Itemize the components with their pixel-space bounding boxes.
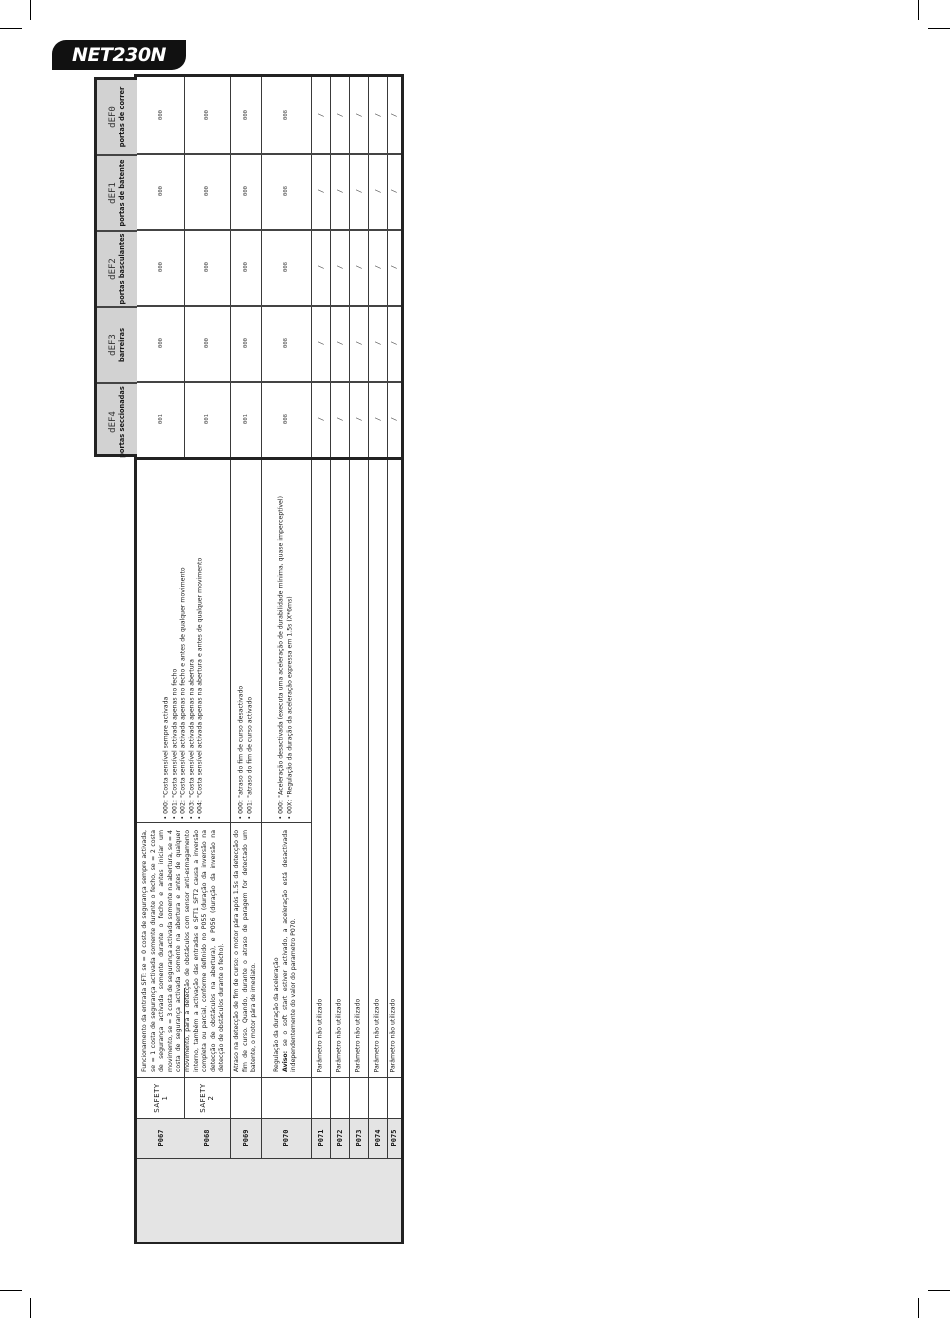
def-header-column [94,77,137,457]
def-header-inner [108,233,126,305]
param-name-box [137,1077,184,1118]
description [316,465,325,1072]
default-value-box [184,305,230,381]
empty-value-box [311,305,330,381]
default-value: 000 [157,110,164,120]
description-box [230,825,261,1077]
param-code: P074 [373,1129,382,1147]
empty-value-box [349,77,368,153]
description [373,465,382,1072]
empty-value-box [387,381,401,457]
description-box [387,460,401,1077]
default-value: 000 [157,262,164,272]
empty-value-box [330,77,349,153]
empty-value: / [354,340,363,346]
options-list [162,466,205,819]
default-value: 000 [157,338,164,348]
option-item: • 002: °Costa sensível activada apenas no fecho e antes de qualquer movimento [179,566,187,819]
empty-value-box [368,229,387,305]
description-text: se o soft start estiver activado, a aceleração está desactivada independentemente do valor do parametro P070. [281,830,298,1072]
option-item: • 001: °Costa sensível activada apenas no fecho [170,668,178,819]
bottom-strip [137,1158,401,1242]
def-code: dEF0 [108,106,118,128]
default-value-box [261,153,311,229]
default-value: 008 [283,262,289,272]
default-value: 000 [204,110,210,120]
param-name: SAFETY 1 [152,1082,169,1113]
def-type: portas de batente [118,159,126,227]
empty-value-box [387,229,401,305]
empty-value-box [311,381,330,457]
def-code: dEF4 [108,411,118,433]
def-header-cell [97,384,137,460]
description [335,465,344,1072]
description-text: Funcionamento da entrada SFT: se = 0 costa de segurança sempre activada, se = 1 costa de segurança activada somente durante o fecho, se = 2 costa de segurança activada somente durante o fecho e antes iniciar um movimento, se = 3 costa de segurança activada somente na abertura, se = 4 costa de segurança activada somente na abertura e antes de qualquer movimento, para a detecção de obstáculos com sensor anti-esmagamento interno, também a activação das entradas e SFT1 SFT2 causa a inversão completa ou parcial, conforme definido no P055 (duração da inversão na detecção de obstáculos na abertura), e P056 (duração da inversão na detecção de obstáculos durante o fecho). [140,830,225,1072]
param-code: P068 [203,1129,211,1147]
default-value-box [184,153,230,229]
crop-mark [918,0,919,20]
param-code-box [387,1118,401,1158]
empty-value-box [368,153,387,229]
default-value-box [261,77,311,153]
param-name: SAFETY 2 [199,1082,215,1113]
brand-logo: NET230N [52,40,186,70]
default-value: 000 [204,186,210,196]
def-header-inner [108,157,126,229]
option-item: • 004: °Costa sensível activada apenas na abertura e antes de qualquer movimento [196,557,204,819]
options-box [261,460,311,825]
option-item: • 003: °Costa sensível activada apenas na abertura [187,658,195,819]
param-code: P071 [316,1129,325,1147]
empty-value: / [390,188,398,194]
param-code-box [230,1118,261,1158]
description-text: Parâmetro não utilizado [354,998,362,1072]
description-text: Parâmetro não utilizado [373,998,381,1072]
description-box [261,825,311,1077]
empty-value: / [335,264,344,270]
default-value-box [184,77,230,153]
description-box [349,460,368,1077]
empty-value: / [373,264,382,270]
crop-mark [928,1290,950,1291]
empty-value-box [311,77,330,153]
crop-mark [928,28,950,29]
option-item: • 00X: °Regulação da duração da aceleração expressa em 1.5s (X*6ms) [286,595,293,819]
description [141,830,227,1072]
description-box [137,825,230,1077]
zone-divider [137,822,311,823]
default-value: 000 [242,338,249,348]
default-value: 008 [283,414,289,424]
empty-value-box [387,305,401,381]
param-name-box [184,1077,230,1118]
description-text: Parâmetro não utilizado [335,998,343,1072]
empty-value: / [373,188,382,194]
crop-mark [30,0,31,20]
options-list [277,466,294,819]
empty-value-box [349,229,368,305]
default-value: 008 [283,110,289,120]
def-header-cell [97,80,137,156]
description-box [368,460,387,1077]
empty-value-box [311,229,330,305]
empty-value: / [316,416,325,422]
description-box [311,460,330,1077]
empty-value-box [387,77,401,153]
empty-value: / [390,416,398,422]
param-code-box [261,1118,311,1158]
default-value: 000 [204,338,210,348]
def-type: portas basculantes [118,233,126,305]
empty-value: / [335,112,344,118]
def-code: dEF2 [108,258,118,280]
default-value: 008 [283,186,289,196]
option-item: • 000: °Aceleração desactivada (executa uma aceleração de durabilidade mínima, quase imperceptível) [277,495,285,819]
parameter-board [108,74,404,1244]
param-code: P070 [282,1129,290,1147]
default-value-box [230,229,261,305]
empty-value-box [368,77,387,153]
def-header-cell [97,156,137,232]
def-type: barreiras [118,327,126,363]
param-code: P069 [241,1129,250,1147]
crop-mark [0,28,22,29]
description-warning [282,830,299,1072]
empty-value: / [335,416,344,422]
empty-value-box [349,381,368,457]
param-code-box [184,1118,230,1158]
empty-value: / [373,340,382,346]
empty-value: / [335,340,344,346]
empty-value: / [390,112,398,118]
default-value: 008 [283,338,289,348]
empty-value: / [316,188,325,194]
empty-value-box [330,153,349,229]
default-value-box [137,305,184,381]
default-value-box [137,77,184,153]
param-code-box [330,1118,349,1158]
param-code: P067 [156,1129,165,1147]
empty-value: / [390,264,398,270]
empty-value: / [354,112,363,118]
description [354,465,363,1072]
description-title: Regulação da duração da aceleração [273,957,281,1072]
description-text: Parâmetro não utilizado [316,998,324,1072]
option-item: • 000: °Costa sensível sempre activada [162,696,170,819]
default-value-box [261,305,311,381]
empty-value-box [368,305,387,381]
option-item: • 001: °atraso do fim de curso activado [245,696,253,819]
default-value: 001 [157,414,164,424]
param-code-box [368,1118,387,1158]
default-value: 000 [242,262,249,272]
description [273,830,299,1072]
default-value-box [137,153,184,229]
def-header-cell [97,308,137,384]
param-code-box [311,1118,330,1158]
description-text: Parâmetro não utilizado [389,998,397,1072]
empty-value-box [349,153,368,229]
default-value: 001 [204,414,210,424]
default-value-box [230,305,261,381]
default-value-box [184,229,230,305]
default-value: 000 [242,110,249,120]
empty-value-box [368,381,387,457]
def-code: dEF1 [108,182,118,204]
param-code: P075 [390,1129,398,1147]
crop-mark [30,1298,31,1318]
empty-value: / [390,340,398,346]
empty-value-box [349,305,368,381]
default-value: 001 [242,414,249,424]
def-type: portas de correr [118,86,126,148]
option-item: • 000: °atraso do fim de curso desactivado [236,685,244,819]
default-value: 000 [157,186,164,196]
description-box [330,460,349,1077]
empty-value: / [316,264,325,270]
empty-value-box [330,305,349,381]
param-code: P072 [335,1129,344,1147]
param-code-box [137,1118,184,1158]
empty-value: / [373,112,382,118]
default-value-box [261,229,311,305]
def-type: portas seccionadas [118,386,126,458]
warning-label: Aviso: [281,1050,289,1072]
description [233,830,259,1072]
default-value-box [230,153,261,229]
options-box [230,460,261,825]
default-value-box [184,381,230,457]
empty-value-box [330,229,349,305]
empty-value: / [316,340,325,346]
default-value-box [230,381,261,457]
default-value-box [230,77,261,153]
empty-value: / [354,188,363,194]
empty-value-box [387,153,401,229]
default-value-box [137,381,184,457]
empty-value-box [330,381,349,457]
default-value-box [261,381,311,457]
default-value: 000 [242,186,249,196]
empty-value: / [354,264,363,270]
empty-value: / [373,416,382,422]
param-code: P073 [354,1129,363,1147]
default-value-box [137,229,184,305]
options-list [237,466,254,819]
empty-value: / [316,112,325,118]
def-header-inner [108,81,126,153]
def-header-inner [108,386,126,458]
empty-value: / [335,188,344,194]
empty-value: / [354,416,363,422]
def-code: dEF3 [108,334,118,356]
crop-mark [918,1298,919,1318]
default-value: 000 [204,262,210,272]
empty-value-box [311,153,330,229]
crop-mark [0,1290,22,1291]
param-code-box [349,1118,368,1158]
description [390,465,399,1072]
def-header-cell [97,232,137,308]
def-header-inner [108,309,126,381]
description-text: Atraso na detecção de fim de curso: o motor pára após 1.5s da detecção do fim de curso. Quando, durante o atraso de paragem for detectado um batente, o motor pára de imediato. [232,830,257,1072]
options-box [137,460,230,825]
